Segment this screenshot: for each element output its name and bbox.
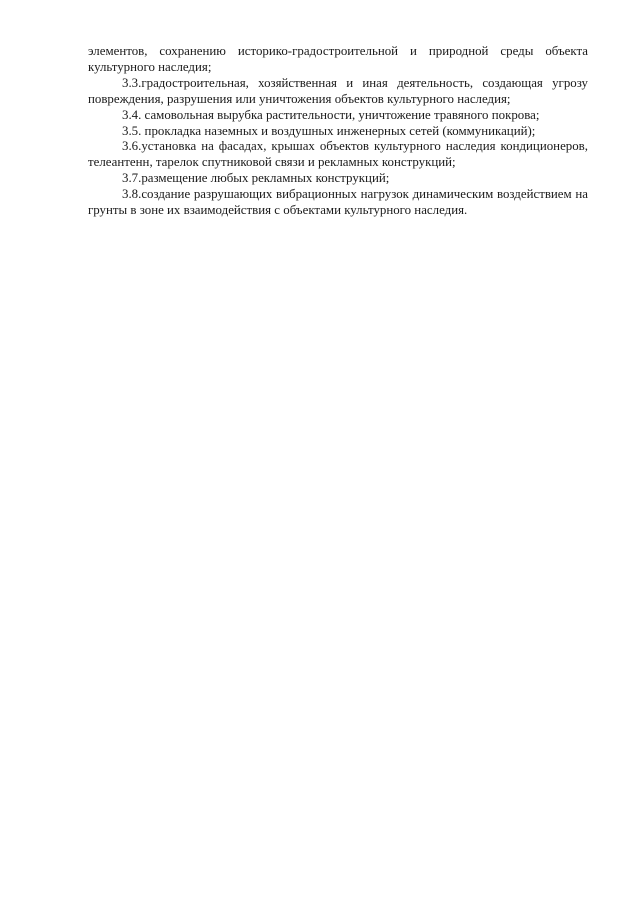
paragraph-item-3-4: 3.4. самовольная вырубка растительности, уничтожение травяного покрова; [122, 107, 540, 122]
paragraph-continuation: элементов, сохранению историко-градостроительной и природной среды объекта культурного наследия; [88, 44, 588, 74]
paragraph-item-3-3: 3.3.градостроительная, хозяйственная и иная деятельность, создающая угрозу повреждения, разрушения или уничтожения объектов культурного наследия; [88, 75, 588, 106]
paragraph-item-3-5: 3.5. прокладка наземных и воздушных инженерных сетей (коммуникаций); [122, 123, 536, 138]
paragraph-item-3-8: 3.8.создание разрушающих вибрационных нагрузок динамическим воздействием на грунты в зоне их взаимодействия с объектами культурного наследия. [88, 187, 588, 218]
document-body [88, 44, 588, 219]
paragraph-item-3-7: 3.7.размещение любых рекламных конструкций; [122, 171, 390, 186]
paragraph-item-3-6: 3.6.установка на фасадах, крышах объектов культурного наследия кондиционеров, телеантенн, тарелок спутниковой связи и рекламных конструкций; [88, 139, 588, 170]
